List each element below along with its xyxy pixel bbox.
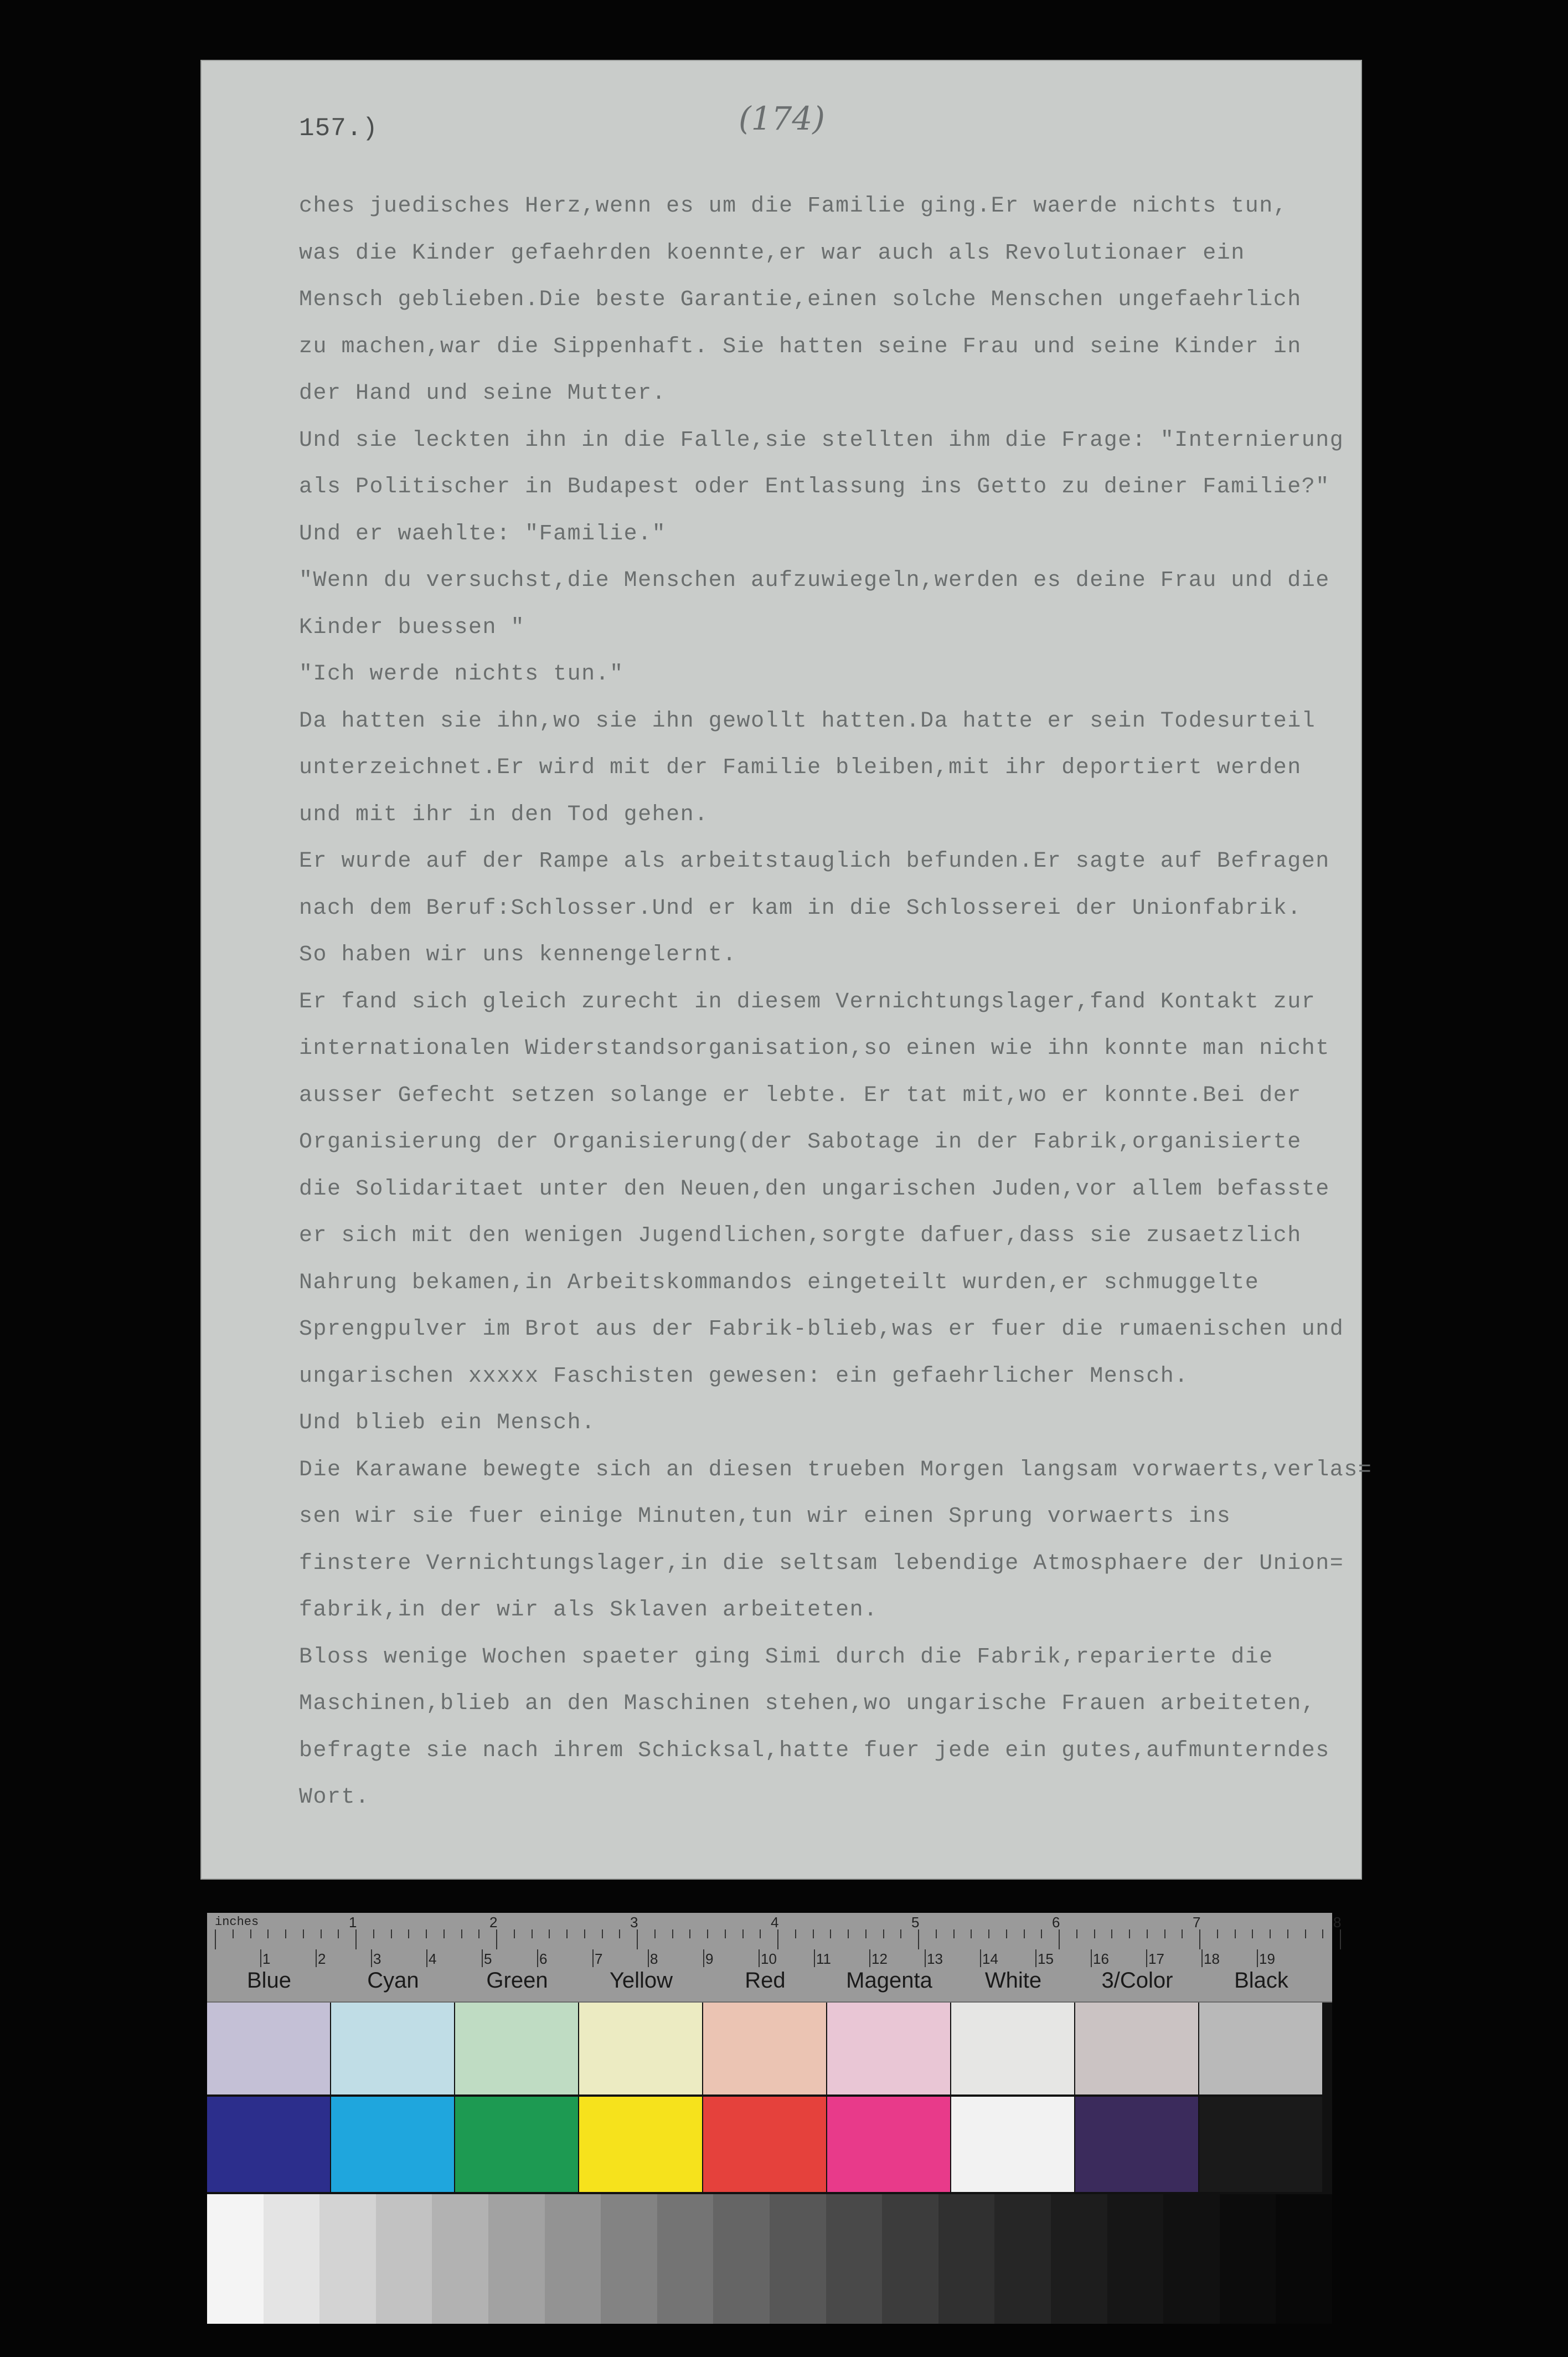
ruler-tick bbox=[1322, 1929, 1323, 1938]
ruler-cm-tick bbox=[426, 1949, 427, 1967]
ruler-tick bbox=[689, 1929, 690, 1938]
dark-color-patch bbox=[951, 2097, 1074, 2192]
ruler-tick bbox=[654, 1929, 656, 1938]
gray-scale-step bbox=[713, 2194, 770, 2324]
ruler-tick bbox=[478, 1929, 479, 1938]
text-line: Er wurde auf der Rampe als arbeitstauglich befunden.Er sagte auf Befragen bbox=[299, 849, 1330, 874]
ruler-tick bbox=[496, 1929, 497, 1949]
text-line: Wort. bbox=[299, 1785, 370, 1810]
text-line: "Ich werde nichts tun." bbox=[299, 662, 624, 687]
ruler-tick bbox=[584, 1929, 585, 1938]
ruler-cm-tick bbox=[1035, 1949, 1036, 1967]
ruler-cm-number: 1 bbox=[262, 1951, 271, 1967]
gray-scale-step bbox=[264, 2194, 320, 2324]
gray-scale-step bbox=[207, 2194, 264, 2324]
ruler-cm-tick bbox=[648, 1949, 649, 1967]
ruler-tick bbox=[795, 1929, 796, 1938]
typed-page bbox=[202, 61, 1373, 1879]
text-line: Und blieb ein Mensch. bbox=[299, 1411, 596, 1435]
ruler-tick bbox=[672, 1929, 673, 1938]
ruler-tick bbox=[1235, 1929, 1236, 1938]
text-line: ches juedisches Herz,wenn es um die Familie ging.Er waerde nichts tun, bbox=[299, 194, 1288, 219]
gray-scale-step bbox=[1276, 2194, 1332, 2324]
ruler-tick bbox=[267, 1929, 269, 1938]
gray-scale-step bbox=[319, 2194, 376, 2324]
ruler-tick bbox=[777, 1929, 778, 1949]
ruler-tick bbox=[848, 1929, 849, 1938]
ruler-tick bbox=[1287, 1929, 1288, 1938]
gray-scale-step bbox=[488, 2194, 545, 2324]
ruler-tick bbox=[1199, 1929, 1200, 1949]
text-line: ausser Gefecht setzen solange er lebte. Er tat mit,wo er konnte.Bei der bbox=[299, 1083, 1302, 1108]
ruler-tick bbox=[918, 1929, 919, 1949]
ruler-tick bbox=[391, 1929, 392, 1938]
light-color-patch bbox=[1075, 2003, 1198, 2094]
text-line: der Hand und seine Mutter. bbox=[299, 381, 667, 406]
ruler-cm-tick bbox=[703, 1949, 704, 1967]
ruler-cm-number: 3 bbox=[373, 1951, 381, 1967]
ruler-cm-number: 10 bbox=[761, 1951, 777, 1967]
text-line: Kinder buessen " bbox=[299, 615, 525, 640]
light-color-patch bbox=[1199, 2003, 1322, 2094]
typed-text-body bbox=[202, 61, 1373, 1879]
ruler-tick bbox=[250, 1929, 251, 1938]
ruler-tick bbox=[1164, 1929, 1165, 1938]
ruler-cm-number: 8 bbox=[650, 1951, 658, 1967]
ruler-tick bbox=[1129, 1929, 1130, 1938]
text-line: er sich mit den wenigen Jugendlichen,sorgte dafuer,dass sie zusaetzlich bbox=[299, 1223, 1302, 1248]
ruler-cm-number: 19 bbox=[1259, 1951, 1275, 1967]
ruler-tick bbox=[900, 1929, 901, 1938]
ruler-cm-tick bbox=[1257, 1949, 1258, 1967]
text-line: Er fand sich gleich zurecht in diesem Vernichtungslager,fand Kontakt zur bbox=[299, 989, 1316, 1015]
archive-number-handwritten: (174) bbox=[739, 100, 825, 137]
ruler-tick bbox=[566, 1929, 568, 1938]
ruler-tick bbox=[813, 1929, 814, 1938]
color-label: Green bbox=[486, 1968, 548, 1993]
ruler-tick bbox=[461, 1929, 462, 1938]
ruler-inch-number: 6 bbox=[1052, 1914, 1060, 1931]
text-line: sen wir sie fuer einige Minuten,tun wir einen Sprung vorwaerts ins bbox=[299, 1504, 1231, 1529]
ruler-tick bbox=[443, 1929, 445, 1938]
light-color-patch bbox=[207, 2003, 330, 2094]
ruler-tick bbox=[373, 1929, 374, 1938]
color-label-row bbox=[207, 1968, 1332, 2001]
ruler-tick bbox=[971, 1929, 972, 1938]
ruler-cm-tick bbox=[1201, 1949, 1203, 1967]
ruler-inch-number: 3 bbox=[630, 1914, 638, 1931]
ruler-inch-number: 2 bbox=[489, 1914, 498, 1931]
ruler-tick bbox=[355, 1929, 357, 1949]
text-line: Nahrung bekamen,in Arbeitskommandos eingeteilt wurden,er schmuggelte bbox=[299, 1270, 1260, 1295]
ruler-cm-tick bbox=[980, 1949, 981, 1967]
text-line: Maschinen,blieb an den Maschinen stehen,wo ungarische Frauen arbeiteten, bbox=[299, 1691, 1316, 1716]
gray-scale-step bbox=[1051, 2194, 1107, 2324]
text-line: Da hatten sie ihn,wo sie ihn gewollt hatten.Da hatte er sein Todesurteil bbox=[299, 708, 1316, 734]
gray-scale-step bbox=[432, 2194, 488, 2324]
gray-scale-step bbox=[1163, 2194, 1220, 2324]
ruler-tick bbox=[883, 1929, 884, 1938]
ruler-tick bbox=[760, 1929, 761, 1938]
ruler-tick bbox=[321, 1929, 322, 1938]
text-line: zu machen,war die Sippenhaft. Sie hatten seine Frau und seine Kinder in bbox=[299, 334, 1302, 359]
ruler-cm-tick bbox=[260, 1949, 261, 1967]
ruler-tick bbox=[233, 1929, 234, 1938]
text-line: So haben wir uns kennengelernt. bbox=[299, 943, 737, 967]
ruler-tick bbox=[637, 1929, 638, 1949]
ruler-tick bbox=[619, 1929, 620, 1938]
ruler-unit-label: inches bbox=[215, 1915, 259, 1929]
ruler-cm-number: 9 bbox=[705, 1951, 714, 1967]
text-line: finstere Vernichtungslager,in die seltsam lebendige Atmosphaere der Union= bbox=[299, 1551, 1344, 1576]
ruler-tick bbox=[303, 1929, 304, 1938]
ruler-tick bbox=[1252, 1929, 1253, 1938]
text-line: Mensch geblieben.Die beste Garantie,einen solche Menschen ungefaehrlich bbox=[299, 287, 1302, 312]
dark-color-patch bbox=[827, 2097, 950, 2192]
ruler-inch-number: 8 bbox=[1333, 1914, 1342, 1931]
ruler-tick bbox=[725, 1929, 726, 1938]
color-label: White bbox=[984, 1968, 1042, 1993]
ruler-cm-tick bbox=[592, 1949, 594, 1967]
ruler-cm-number: 13 bbox=[927, 1951, 943, 1967]
color-label: Blue bbox=[246, 1968, 292, 1993]
gray-scale-step bbox=[994, 2194, 1051, 2324]
ruler-tick bbox=[602, 1929, 603, 1938]
ruler-tick bbox=[338, 1929, 339, 1938]
ruler-cm-tick bbox=[925, 1949, 926, 1967]
text-line: unterzeichnet.Er wird mit der Familie bleiben,mit ihr deportiert werden bbox=[299, 755, 1302, 780]
text-line: befragte sie nach ihrem Schicksal,hatte fuer jede ein gutes,aufmunterndes bbox=[299, 1738, 1330, 1763]
color-label: Magenta bbox=[846, 1968, 932, 1993]
text-line: Bloss wenige Wochen spaeter ging Simi durch die Fabrik,reparierte die bbox=[299, 1644, 1273, 1670]
color-label: Cyan bbox=[367, 1968, 419, 1993]
ruler-tick bbox=[1111, 1929, 1112, 1938]
ruler-tick bbox=[1182, 1929, 1183, 1938]
ruler-tick bbox=[1340, 1929, 1341, 1949]
gray-scale-step bbox=[770, 2194, 826, 2324]
ruler-cm-tick bbox=[371, 1949, 372, 1967]
ruler-tick bbox=[1217, 1929, 1218, 1938]
ruler-tick bbox=[1270, 1929, 1271, 1938]
gray-scale-step bbox=[938, 2194, 995, 2324]
ruler-tick bbox=[514, 1929, 515, 1938]
ruler-cm-tick bbox=[759, 1949, 760, 1967]
ruler-tick bbox=[1305, 1929, 1306, 1938]
gray-scale-step bbox=[826, 2194, 883, 2324]
color-label: Yellow bbox=[609, 1968, 673, 1993]
gray-scale-step bbox=[882, 2194, 938, 2324]
dark-color-patch bbox=[1075, 2097, 1198, 2192]
ruler-cm-number: 14 bbox=[982, 1951, 998, 1967]
ruler-inch-number: 1 bbox=[349, 1914, 357, 1931]
ruler-cm-number: 18 bbox=[1204, 1951, 1220, 1967]
gray-scale-step bbox=[1220, 2194, 1276, 2324]
ruler-tick bbox=[953, 1929, 955, 1938]
gray-scale-step bbox=[1107, 2194, 1164, 2324]
text-line: "Wenn du versuchst,die Menschen aufzuwiegeln,werden es deine Frau und die bbox=[299, 568, 1330, 593]
ruler-cm-number: 5 bbox=[484, 1951, 492, 1967]
ruler-tick bbox=[1059, 1929, 1060, 1949]
ruler-tick bbox=[707, 1929, 708, 1938]
light-color-patch bbox=[331, 2003, 454, 2094]
ruler-inch-number: 7 bbox=[1193, 1914, 1201, 1931]
dark-color-patch bbox=[1199, 2097, 1322, 2192]
ruler-tick bbox=[285, 1929, 286, 1938]
gray-scale-step bbox=[545, 2194, 601, 2324]
ruler-cm-number: 11 bbox=[816, 1951, 831, 1967]
color-label: Red bbox=[745, 1968, 786, 1993]
color-label: 3/Color bbox=[1101, 1968, 1173, 1993]
light-color-patch bbox=[951, 2003, 1074, 2094]
text-line: was die Kinder gefaehrden koennte,er war auch als Revolutionaer ein bbox=[299, 240, 1245, 266]
text-line: Sprengpulver im Brot aus der Fabrik-blieb,was er fuer die rumaenischen und bbox=[299, 1317, 1344, 1342]
ruler-tick bbox=[408, 1929, 409, 1938]
ruler-cm-number: 4 bbox=[429, 1951, 437, 1967]
ruler-cm-tick bbox=[316, 1949, 317, 1967]
color-label: Black bbox=[1234, 1968, 1288, 1993]
ruler-tick bbox=[1024, 1929, 1025, 1938]
ruler-tick bbox=[1041, 1929, 1042, 1938]
text-line: fabrik,in der wir als Sklaven arbeiteten. bbox=[299, 1598, 878, 1623]
ruler-tick bbox=[742, 1929, 744, 1938]
text-line: die Solidaritaet unter den Neuen,den ungarischen Juden,vor allem befasste bbox=[299, 1176, 1330, 1202]
ruler-cm-number: 17 bbox=[1148, 1951, 1164, 1967]
ruler-cm-tick bbox=[537, 1949, 538, 1967]
ruler-tick bbox=[215, 1929, 216, 1949]
dark-color-patch bbox=[579, 2097, 702, 2192]
ruler-tick bbox=[988, 1929, 989, 1938]
text-line: Organisierung der Organisierung(der Sabotage in der Fabrik,organisierte bbox=[299, 1130, 1302, 1155]
ruler-inch-number: 5 bbox=[911, 1914, 920, 1931]
dark-color-patch bbox=[703, 2097, 826, 2192]
text-line: Und er waehlte: "Familie." bbox=[299, 521, 667, 547]
ruler-tick bbox=[1094, 1929, 1095, 1938]
dark-color-patch bbox=[207, 2097, 330, 2192]
ruler-cm-number: 16 bbox=[1093, 1951, 1109, 1967]
light-color-patch bbox=[703, 2003, 826, 2094]
dark-color-patch bbox=[331, 2097, 454, 2192]
ruler-cm-number: 12 bbox=[871, 1951, 888, 1967]
ruler-tick bbox=[426, 1929, 427, 1938]
light-color-patch bbox=[827, 2003, 950, 2094]
text-line: ungarischen xxxxx Faschisten gewesen: ein gefaehrlicher Mensch. bbox=[299, 1363, 1189, 1389]
ruler-cm-number: 6 bbox=[539, 1951, 548, 1967]
ruler-tick bbox=[532, 1929, 533, 1938]
ruler-tick bbox=[936, 1929, 937, 1938]
dark-color-patch bbox=[455, 2097, 578, 2192]
text-line: Die Karawane bewegte sich an diesen trueben Morgen langsam vorwaerts,verlas= bbox=[299, 1457, 1373, 1483]
ruler-inch-number: 4 bbox=[771, 1914, 779, 1931]
ruler-cm-number: 2 bbox=[318, 1951, 326, 1967]
ruler-cm-tick bbox=[1091, 1949, 1092, 1967]
ruler-cm-tick bbox=[1146, 1949, 1147, 1967]
ruler-cm-tick bbox=[814, 1949, 815, 1967]
ruler-cm-tick bbox=[869, 1949, 870, 1967]
ruler-tick bbox=[830, 1929, 831, 1938]
ruler-cm-number: 15 bbox=[1038, 1951, 1054, 1967]
text-line: nach dem Beruf:Schlosser.Und er kam in die Schlosserei der Unionfabrik. bbox=[299, 896, 1302, 921]
text-line: internationalen Widerstandsorganisation,so einen wie ihn konnte man nicht bbox=[299, 1036, 1330, 1061]
ruler-tick bbox=[1076, 1929, 1077, 1938]
ruler-cm-number: 7 bbox=[595, 1951, 603, 1967]
text-line: und mit ihr in den Tod gehen. bbox=[299, 802, 709, 827]
ruler-cm-tick bbox=[482, 1949, 483, 1967]
light-color-patch bbox=[455, 2003, 578, 2094]
page-number: 157.) bbox=[299, 114, 379, 143]
ruler-tick bbox=[865, 1929, 866, 1938]
light-color-patch bbox=[579, 2003, 702, 2094]
gray-scale-step bbox=[657, 2194, 714, 2324]
text-line: als Politischer in Budapest oder Entlassung ins Getto zu deiner Familie?" bbox=[299, 475, 1330, 500]
ruler-tick bbox=[549, 1929, 550, 1938]
ruler-tick bbox=[1147, 1929, 1148, 1938]
color-calibration-target bbox=[207, 1913, 1342, 2324]
text-line: Und sie leckten ihn in die Falle,sie stellten ihm die Frage: "Internierung bbox=[299, 428, 1344, 453]
gray-scale-step bbox=[376, 2194, 432, 2324]
gray-scale-step bbox=[601, 2194, 657, 2324]
ruler-tick bbox=[1006, 1929, 1007, 1938]
